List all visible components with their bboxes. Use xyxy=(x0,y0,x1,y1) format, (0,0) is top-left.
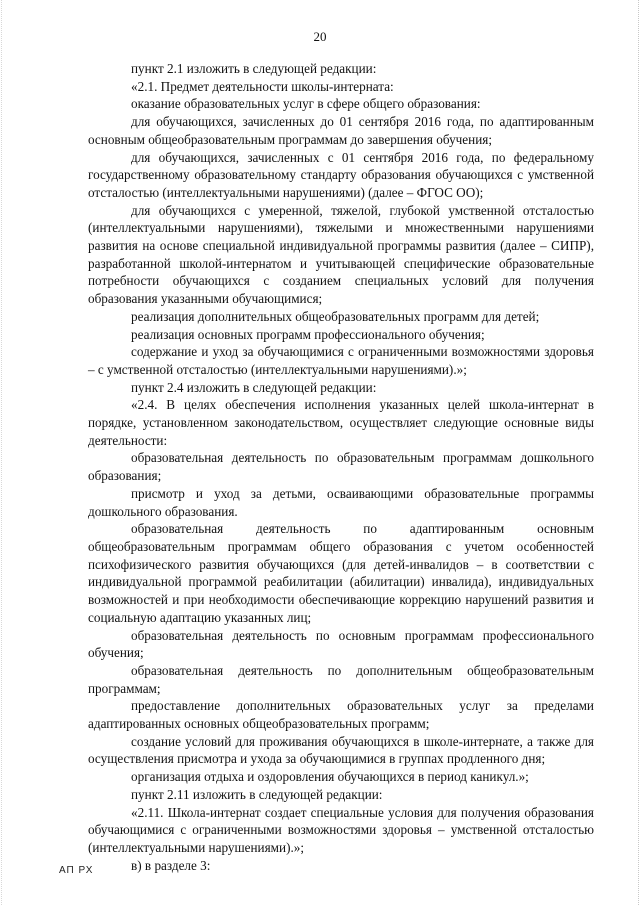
paragraph: «2.1. Предмет деятельности школы-интерната: xyxy=(131,78,394,94)
scan-edge-right xyxy=(637,0,639,905)
paragraph: «2.11. Школа-интернат создает специальные условия для получения образования обучающимися с ограниченными возможностями здоровья – умственной отсталостью (интеллектуальными нарушениями).»; xyxy=(88,804,594,855)
paragraph: образовательная деятельность по основным программам профессионального обучения; xyxy=(88,627,594,661)
page-number: 20 xyxy=(313,29,327,44)
paragraph: реализация основных программ профессионального обучения; xyxy=(131,326,485,342)
paragraph: реализация дополнительных общеобразовательных программ для детей; xyxy=(131,308,540,324)
paragraph: для обучающихся, зачисленных с 01 сентября 2016 года, по федеральному государственному образовательному стандарту образования обучающихся с умственной отсталостью (интеллектуальными нарушениями) (далее – ФГОС ОО); xyxy=(88,149,594,200)
paragraph: пункт 2.11 изложить в следующей редакции: xyxy=(131,786,383,802)
paragraph: «2.4. В целях обеспечения исполнения указанных целей школа-интернат в порядке, установленном законодательством, осуществляет следующие основные виды деятельности: xyxy=(88,397,594,448)
paragraph: организация отдыха и оздоровления обучающихся в период каникул.»; xyxy=(131,769,529,785)
paragraph: пункт 2.1 изложить в следующей редакции: xyxy=(131,61,377,76)
paragraph: предоставление дополнительных образовательных услуг за пределами адаптированных основных общеобразовательных программ; xyxy=(88,698,594,732)
paragraph: образовательная деятельность по адаптированным основным общеобразовательным программам общего образования с учетом особенностей психофизического развития обучающихся (для детей-инвалидов – в соответствии с индивидуальной программой реабилитации (абилитации) инвалида), индивидуальных возможностей и при необходимости обеспечивающие коррекцию нарушений развития и социальную адаптацию указанных лиц; xyxy=(88,521,594,625)
footer-code: АП РХ xyxy=(59,865,94,876)
paragraph: присмотр и уход за детьми, осваивающими образовательные программы дошкольного образования. xyxy=(88,485,594,519)
paragraph: для обучающихся, зачисленных до 01 сентября 2016 года, по адаптированным основным общеобразовательным программам до завершения обучения; xyxy=(88,114,594,147)
scan-edge-left xyxy=(1,0,3,905)
paragraph: пункт 2.4 изложить в следующей редакции: xyxy=(131,379,377,395)
paragraph: образовательная деятельность по дополнительным общеобразовательным программам; xyxy=(88,662,594,696)
paragraph: оказание образовательных услуг в сфере общего образования: xyxy=(131,96,481,112)
paragraph: образовательная деятельность по образовательным программам дошкольного образования; xyxy=(88,450,594,484)
paragraph: для обучающихся с умеренной, тяжелой, глубокой умственной отсталостью (интеллектуальными нарушениями), тяжелыми и множественными нарушениями развития на основе специальной индивидуальной программы развития (далее – СИПР), разработанной школой-интернатом и учитывающей специфические образовательные потребности обучающихся с созданием специальных условий для получения образования указанными обучающимися; xyxy=(88,202,594,307)
paragraph: содержание и уход за обучающимися с ограниченными возможностями здоровья – с умственной отсталостью (интеллектуальными нарушениями).»; xyxy=(88,344,594,377)
paragraph: создание условий для проживания обучающихся в школе-интернате, а также для осуществления присмотра и ухода за обучающимися в группах продленного дня; xyxy=(88,733,594,767)
document-body xyxy=(88,60,594,874)
paragraph: в) в разделе 3: xyxy=(131,857,211,873)
